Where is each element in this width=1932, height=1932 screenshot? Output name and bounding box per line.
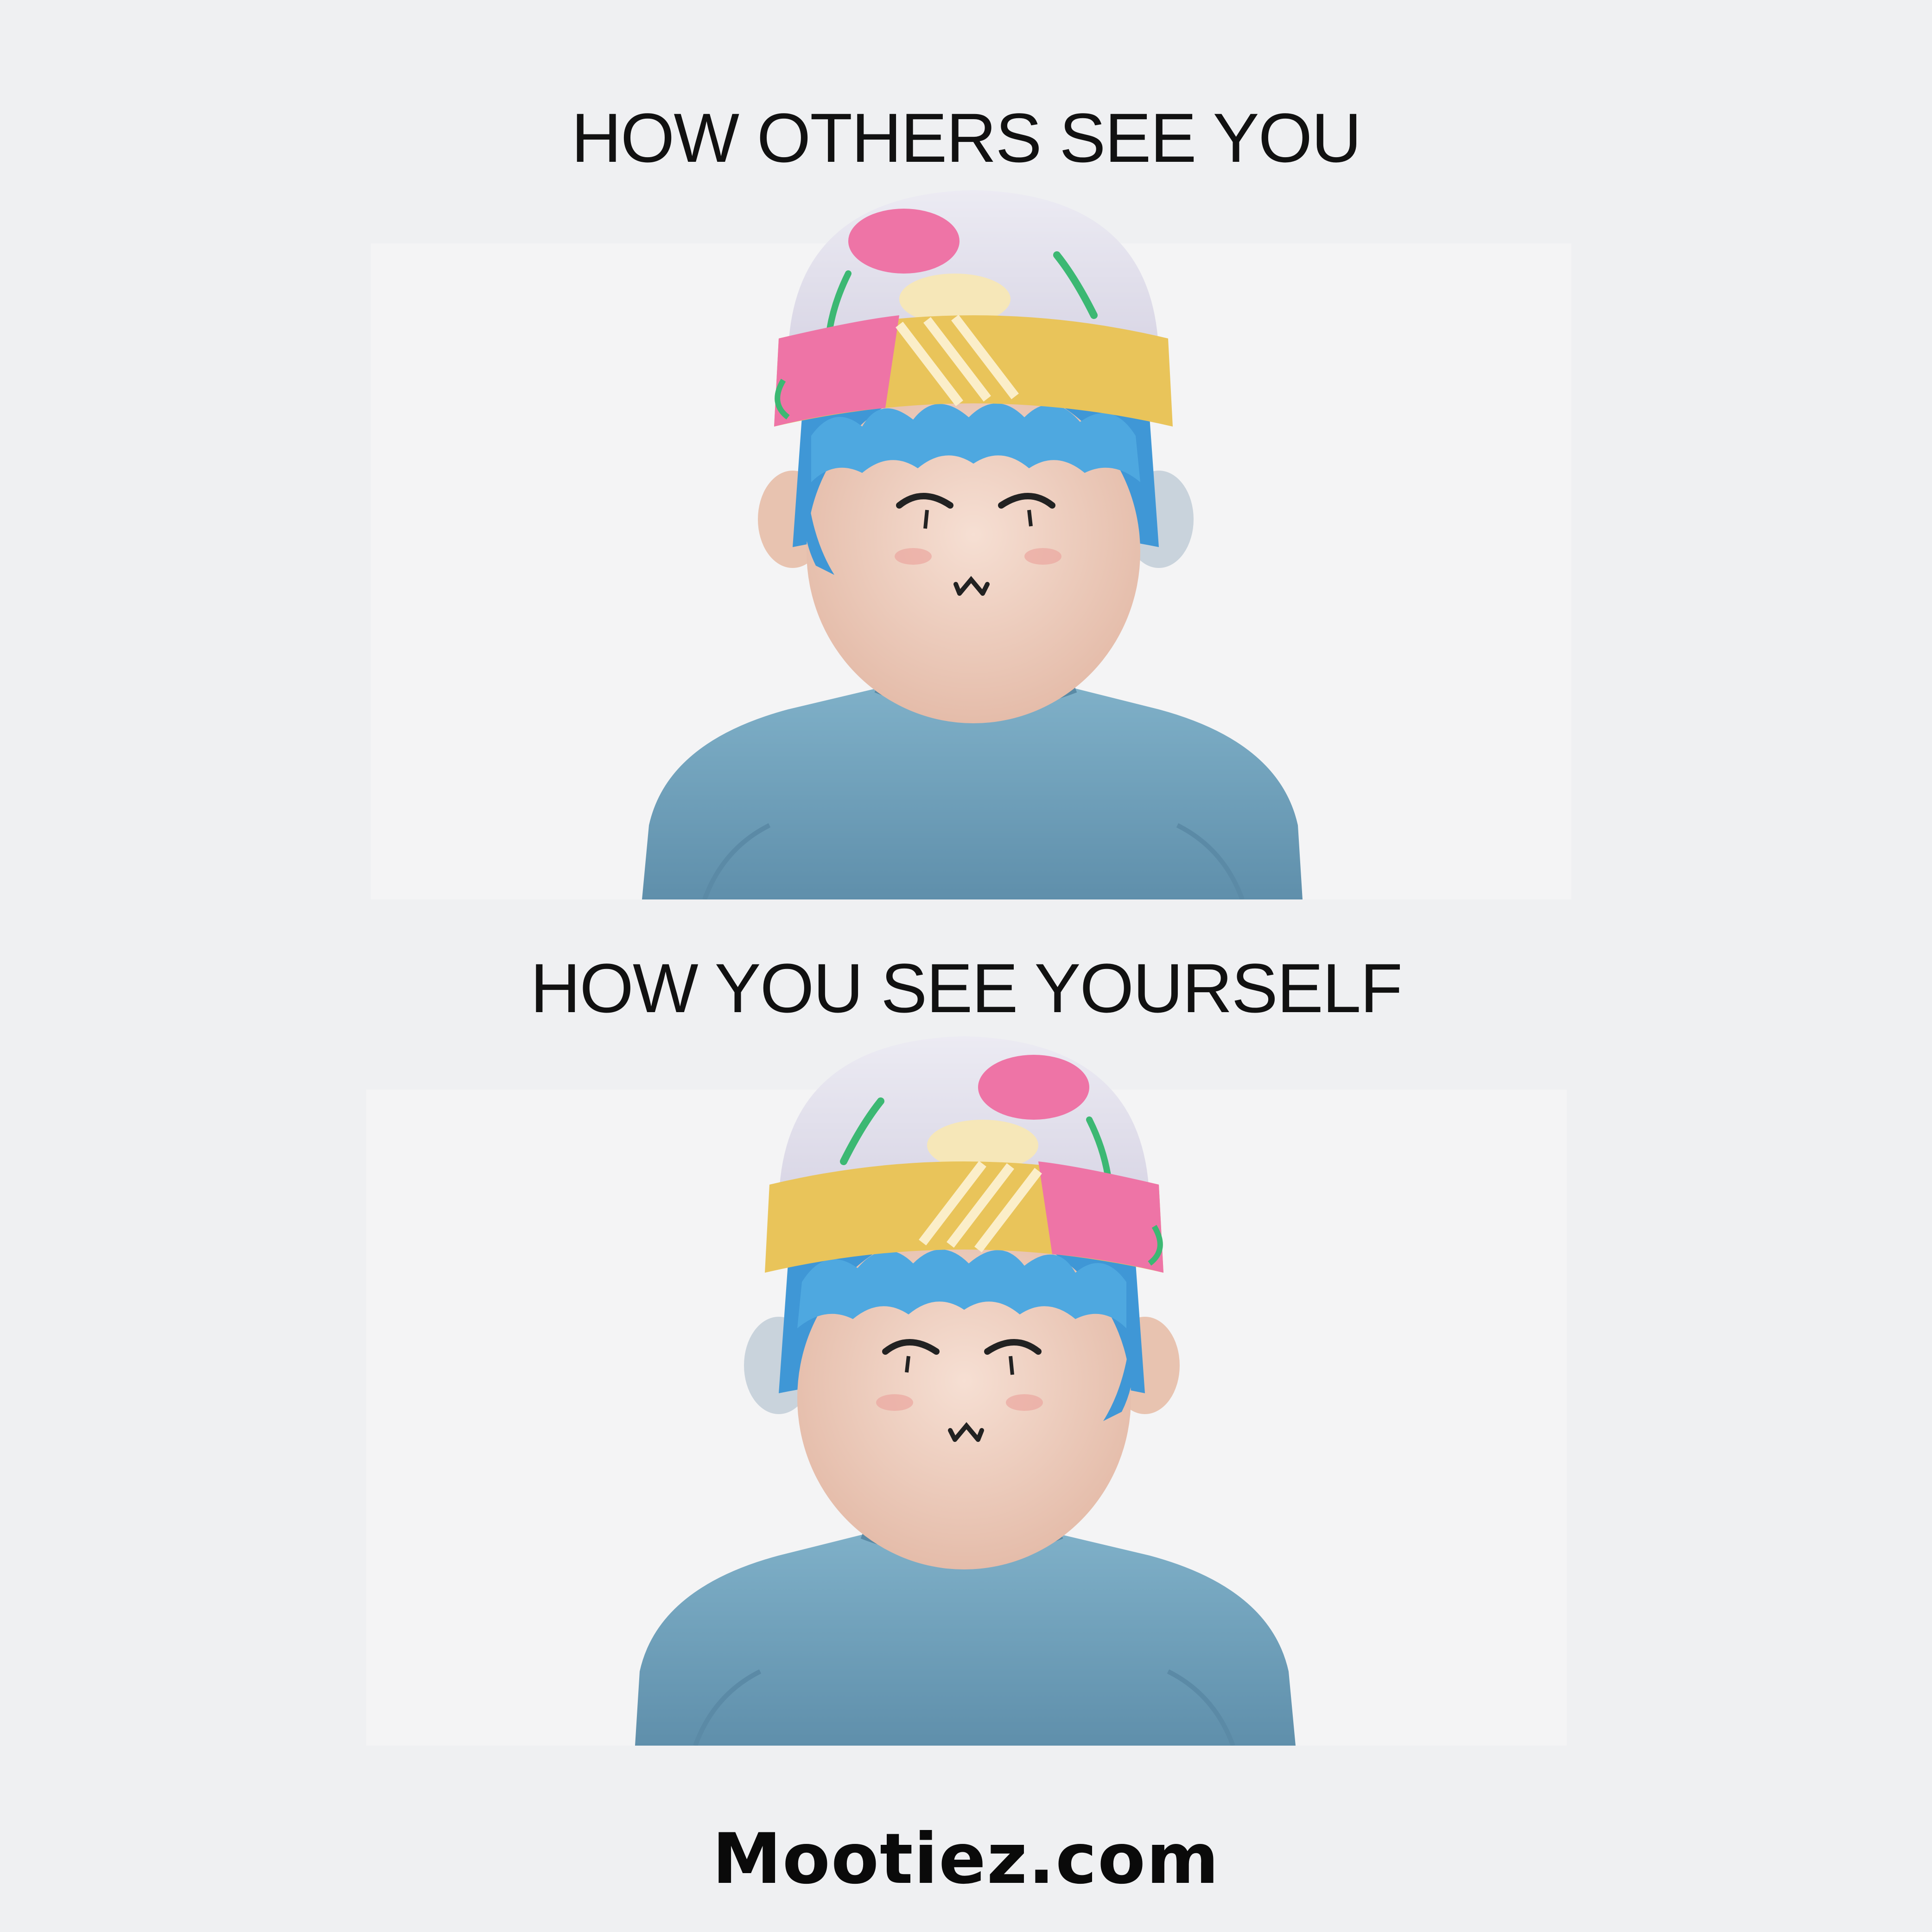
- caption-how-you-see-yourself: HOW YOU SEE YOURSELF: [530, 949, 1402, 1027]
- caption-how-others-see-you: HOW OTHERS SEE YOU: [571, 99, 1361, 177]
- character-figure-bottom: [366, 1032, 1567, 1746]
- mootiez-character-beanie-icon: [371, 185, 1571, 899]
- brand-wordmark: Mootiez.com: [712, 1819, 1220, 1900]
- character-figure-top: [371, 185, 1571, 899]
- mootiez-character-beanie-mirrored-icon: [366, 1032, 1567, 1746]
